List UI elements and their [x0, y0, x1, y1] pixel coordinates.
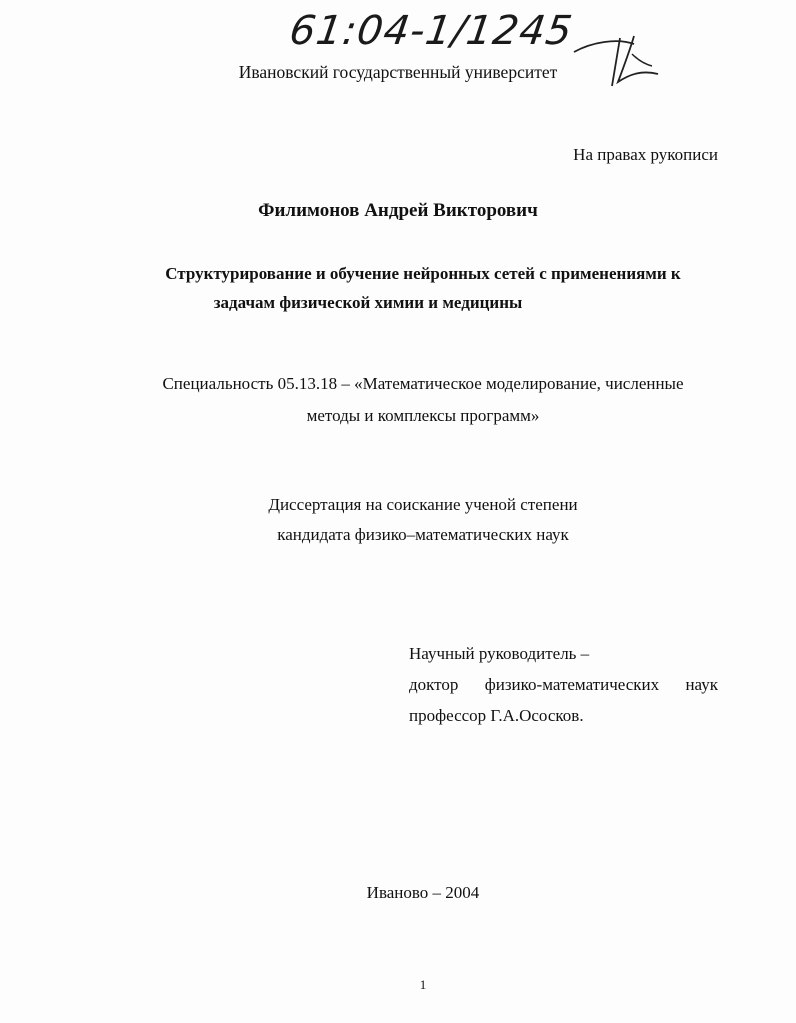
- supervisor-line-1: Научный руководитель –: [409, 644, 590, 663]
- archive-code-handwritten: 61:04-1/1245: [286, 8, 576, 54]
- specialty-line-1: Специальность 05.13.18 – «Математическое моделирование, численные: [162, 374, 684, 393]
- author-name: Филимонов Андрей Викторович: [258, 200, 538, 221]
- dissertation-title-line-2: задачам физической химии и медицины: [213, 293, 523, 312]
- supervisor-line-2: доктор физико-математических наук: [409, 675, 718, 694]
- specialty-line-2: методы и комплексы программ»: [306, 406, 540, 425]
- university-name: Ивановский государственный университет: [238, 62, 558, 82]
- degree-line-1: Диссертация на соискание ученой степени: [268, 495, 578, 514]
- city-year: Иваново – 2004: [366, 883, 480, 902]
- degree-line-2: кандидата физико–математических наук: [277, 525, 569, 544]
- rights-notice: На правах рукописи: [573, 145, 718, 164]
- signature-mark: [572, 30, 662, 90]
- page-number: 1: [419, 977, 427, 992]
- dissertation-title-line-1: Структурирование и обучение нейронных сетей с применениями к: [165, 264, 681, 283]
- supervisor-line-3: профессор Г.А.Ососков.: [409, 706, 584, 725]
